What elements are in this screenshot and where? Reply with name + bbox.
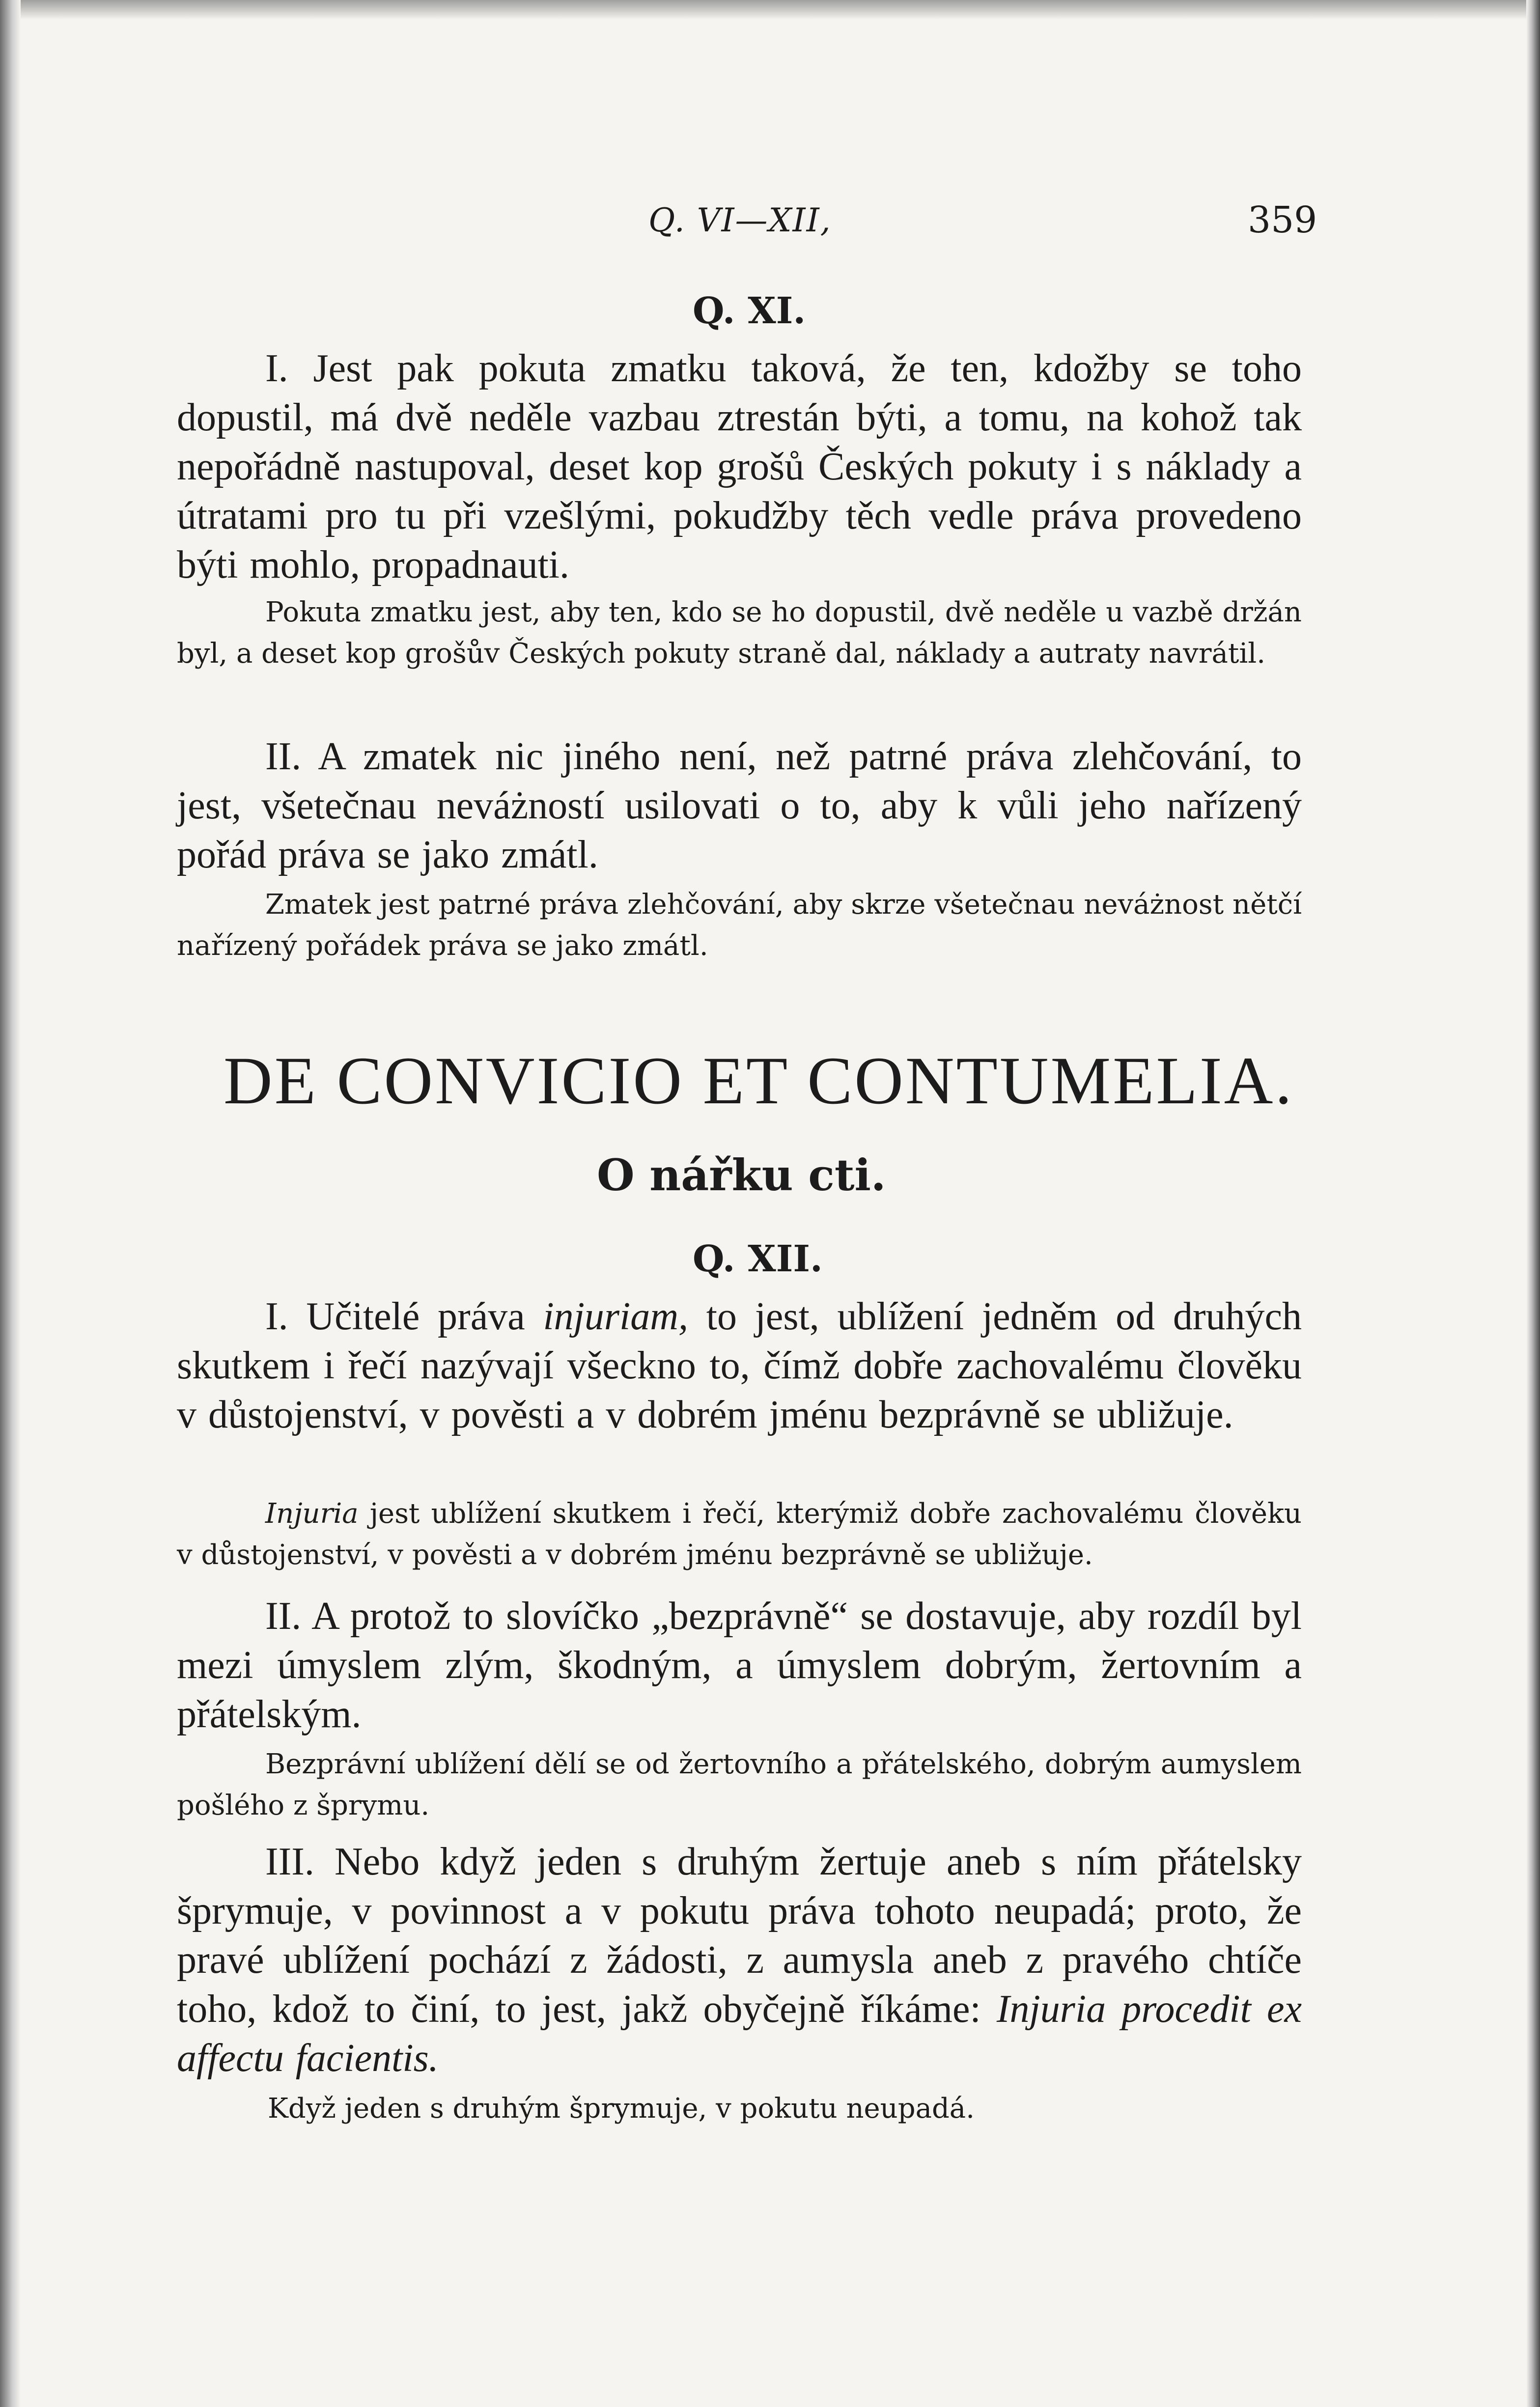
q11-paragraph-2-text: II. A zmatek nic jiného není, než patrné práva zlehčování, to jest, všetečnau neváżností usilovati o to, aby k vůli jeho nařízený pořád práva se jako zmátl. <box>177 735 1302 876</box>
q12-gloss-2: Bezprávní ublížení dělí se od žertovního a přátelského, dobrým aumyslem pošlého z šprymu. <box>177 1748 1302 1821</box>
q12-paragraph-3-text: III. Nebo když jeden s druhým žertuje aneb s ním přátelsky šprymuje, v povinnost a v pokutu práva tohoto neupadá; proto, že pravé ublížení pochází z žádosti, z aumysla aneb z pravého chtíče toho, kdož to činí, to jest, jakž obyčejně říkáme: <box>177 1840 1302 2031</box>
page-edge-right <box>1526 0 1540 2407</box>
q12-gloss-1-rest: jest ublížení skutkem i řečí, kterýmiž dobře zachovalému člověku v důstojenství, v pověsti a v dobrém jménu bezprávně se ubližuje. <box>177 1498 1302 1571</box>
q12-paragraph-1-rest: to jest, ublížení jedněm od druhých skutkem i řečí nazývají všeckno to, čímž dobře zachovalému člověku v důstojenství, v pověsti a v dobrém jménu bezprávně se ubližuje. <box>177 1295 1302 1436</box>
question-heading-xii: Q. XII. <box>693 1238 823 1280</box>
q12-paragraph-2 <box>177 1592 1302 1739</box>
page-edge-top <box>0 0 1540 20</box>
q12-paragraph-1-start: I. Učitelé práva <box>265 1295 543 1338</box>
q12-paragraph-1-body <box>177 1292 1302 1439</box>
q12-gloss-1-latin-term: Injuria <box>265 1498 359 1530</box>
q12-paragraph-3-latin-maxim: Injuria procedit ex affectu facientis. <box>177 1987 1302 2080</box>
q11-paragraph-1 <box>177 344 1302 589</box>
q12-paragraph-3 <box>177 1837 1302 2083</box>
q11-gloss-2: Zmatek jest patrné práva zlehčování, aby skrze všetečnau neváżnost nětčí nařízený pořádek práva se jako zmátl. <box>177 889 1302 962</box>
q12-paragraph-1 <box>177 1292 1302 1439</box>
running-head: Q. VI—XII, <box>648 201 832 239</box>
q12-gloss-1 <box>177 1493 1302 1576</box>
question-heading-xi: Q. XI. <box>693 290 806 332</box>
q12-paragraph-1-latin-term: injuriam, <box>543 1295 689 1338</box>
q12-paragraph-2-text: II. A protož to slovíčko „bezprávně“ se dostavuje, aby rozdíl byl mezi úmyslem zlým, škodným, a úmyslem dobrým, žertovním a přátelským. <box>177 1595 1302 1736</box>
q11-gloss-1: Pokuta zmatku jest, aby ten, kdo se ho dopustil, dvě neděle u vazbě držán byl, a deset kop grošův Českých pokuty straně dal, náklady a autraty navrátil. <box>177 596 1302 670</box>
page-number: 359 <box>1248 199 1317 241</box>
q11-paragraph-2 <box>177 732 1302 879</box>
q12-paragraph-3-body <box>177 1837 1302 2083</box>
page-edge-left <box>0 0 21 2407</box>
q11-paragraph-1-text: I. Jest pak pokuta zmatku taková, že ten, kdožby se toho dopustil, má dvě neděle vazbau ztrestán býti, a tomu, na kohož tak nepořádně nastupoval, deset kop grošů Českých pokuty i s náklady a útratami pro tu při vzešlými, pokudžby těch vedle práva provedeno býti mohlo, propadnauti. <box>177 347 1302 587</box>
q12-gloss-3: Když jeden s druhým šprymuje, v pokutu neupadá. <box>268 2093 975 2125</box>
section-subtitle: O nářku cti. <box>597 1149 886 1201</box>
section-title: DE CONVICIO ET CONTUMELIA. <box>224 1043 1294 1118</box>
